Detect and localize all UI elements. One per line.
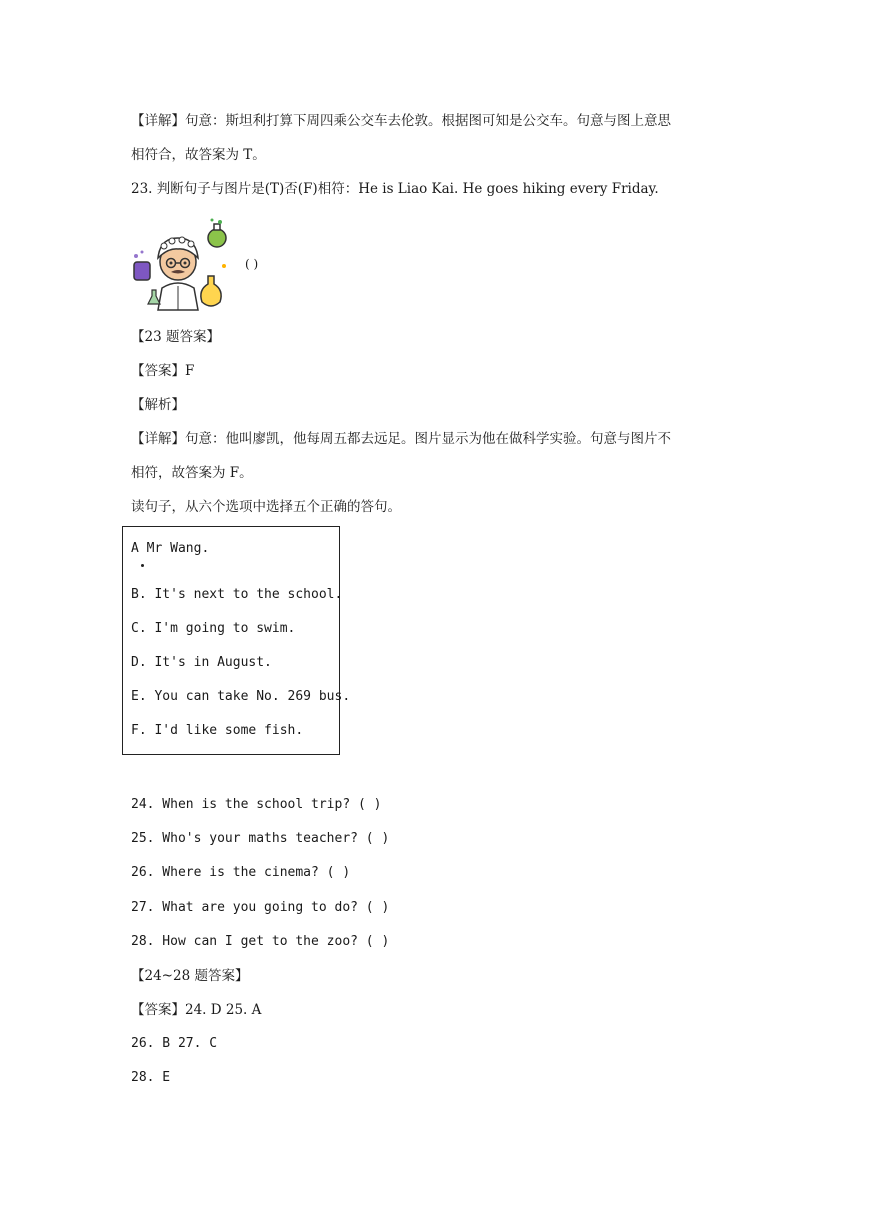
question-25: 25. Who's your maths teacher? ( ) — [131, 831, 390, 846]
detail-line-1: 【详解】句意：斯坦利打算下周四乘公交车去伦敦。根据图可知是公交车。句意与图上意思 — [131, 113, 671, 129]
options-box — [122, 526, 351, 755]
answers-title: 【24~28 题答案】 — [131, 968, 249, 984]
question-26: 26. Where is the cinema? ( ) — [131, 865, 351, 880]
option-e: E. You can take No. 269 bus. — [131, 689, 351, 704]
answers-row-2: 26. B 27. C — [131, 1036, 218, 1051]
dot-mark — [141, 564, 144, 567]
question-27: 27. What are you going to do? ( ) — [131, 900, 390, 915]
answer-23-detail-1: 【详解】句意：他叫廖凯，他每周五都去远足。图片显示为他在做科学实验。句意与图片不 — [131, 431, 671, 447]
answers-row-3: 28. E — [131, 1070, 171, 1085]
answer-23-detail-2: 相符，故答案为 F。 — [131, 465, 253, 481]
question-23: 23. 判断句子与图片是(T)否(F)相符：He is Liao Kai. He goes hiking every Friday. — [131, 181, 659, 197]
instruction: 读句子，从六个选项中选择五个正确的答句。 — [131, 499, 401, 515]
scientist-illustration-icon — [128, 218, 240, 314]
answer-23-analysis: 【解析】 — [131, 397, 185, 413]
option-d: D. It's in August. — [131, 655, 272, 670]
option-a: A Mr Wang. — [131, 541, 210, 556]
question-24: 24. When is the school trip? ( ) — [131, 797, 382, 812]
detail-line-2: 相符合，故答案为 T。 — [131, 147, 266, 163]
answer-23-answer: 【答案】F — [131, 363, 195, 379]
answer-23-title: 【23 题答案】 — [131, 329, 220, 345]
option-c: C. I'm going to swim. — [131, 621, 296, 636]
answers-row-1: 【答案】24. D 25. A — [131, 1002, 262, 1018]
option-b: B. It's next to the school. — [131, 587, 343, 602]
answer-blank-23[interactable]: ( ) — [245, 257, 259, 271]
option-f: F. I'd like some fish. — [131, 723, 304, 738]
question-28: 28. How can I get to the zoo? ( ) — [131, 934, 390, 949]
